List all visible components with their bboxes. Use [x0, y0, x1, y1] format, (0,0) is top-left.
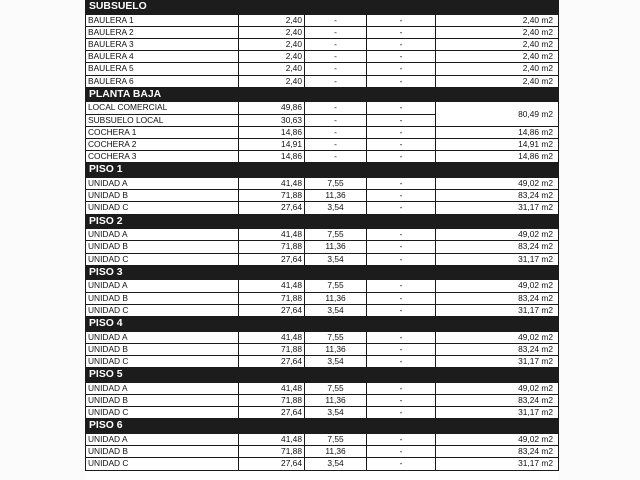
unit-name-cell: UNIDAD B [86, 343, 239, 355]
table-row [86, 407, 559, 419]
semicovered-area-cell: - [305, 39, 367, 51]
section-header-cell [239, 0, 305, 14]
covered-area-cell: 71,88 [239, 343, 305, 355]
semicovered-area-cell: 7,55 [305, 382, 367, 394]
unit-name-cell: UNIDAD C [86, 253, 239, 265]
semicovered-area-cell: 7,55 [305, 178, 367, 190]
total-area-cell: 49,02 m2 [436, 382, 559, 394]
uncovered-area-cell: - [367, 63, 436, 75]
unit-name-cell: COCHERA 3 [86, 151, 239, 163]
uncovered-area-cell: - [367, 202, 436, 214]
semicovered-area-cell: 11,36 [305, 395, 367, 407]
unit-name-cell: UNIDAD B [86, 241, 239, 253]
unit-name-cell: UNIDAD A [86, 331, 239, 343]
unit-name-cell: BAULERA 1 [86, 14, 239, 26]
section-header [86, 87, 559, 102]
table-row [86, 51, 559, 63]
table-row [86, 202, 559, 214]
uncovered-area-cell: - [367, 178, 436, 190]
total-area-cell: 83,24 m2 [436, 343, 559, 355]
covered-area-cell: 2,40 [239, 14, 305, 26]
table-row [86, 434, 559, 446]
unit-name-cell: UNIDAD C [86, 356, 239, 368]
covered-area-cell: 41,48 [239, 280, 305, 292]
covered-area-cell: 27,64 [239, 304, 305, 316]
covered-area-cell: 41,48 [239, 178, 305, 190]
total-area-cell: 31,17 m2 [436, 356, 559, 368]
section-header-cell [239, 87, 305, 102]
table-row [86, 190, 559, 202]
table-row [86, 63, 559, 75]
total-area-cell: 14,86 m2 [436, 151, 559, 163]
table-row [86, 356, 559, 368]
semicovered-area-cell: 11,36 [305, 446, 367, 458]
unit-name-cell: UNIDAD C [86, 304, 239, 316]
covered-area-cell: 41,48 [239, 382, 305, 394]
uncovered-area-cell: - [367, 331, 436, 343]
uncovered-area-cell: - [367, 229, 436, 241]
section-header-cell [305, 265, 367, 280]
total-area-cell: 49,02 m2 [436, 178, 559, 190]
unit-name-cell: BAULERA 6 [86, 75, 239, 87]
semicovered-area-cell: 11,36 [305, 241, 367, 253]
section-header-cell [305, 214, 367, 229]
uncovered-area-cell: - [367, 139, 436, 151]
section-header-cell [305, 87, 367, 102]
semicovered-area-cell: 7,55 [305, 331, 367, 343]
uncovered-area-cell: - [367, 75, 436, 87]
total-area-cell: 49,02 m2 [436, 331, 559, 343]
table-row [86, 331, 559, 343]
covered-area-cell: 27,64 [239, 253, 305, 265]
unit-name-cell: BAULERA 4 [86, 51, 239, 63]
section-header-cell [239, 214, 305, 229]
table-row [86, 304, 559, 316]
semicovered-area-cell: 3,54 [305, 253, 367, 265]
semicovered-area-cell: 7,55 [305, 229, 367, 241]
covered-area-cell: 27,64 [239, 356, 305, 368]
section-title: PISO 1 [86, 163, 239, 178]
uncovered-area-cell: - [367, 51, 436, 63]
covered-area-cell: 71,88 [239, 241, 305, 253]
surface-table [85, 0, 559, 471]
semicovered-area-cell: 11,36 [305, 292, 367, 304]
section-header [86, 419, 559, 434]
unit-name-cell: UNIDAD B [86, 395, 239, 407]
section-header-cell [367, 214, 436, 229]
section-title: PLANTA BAJA [86, 87, 239, 102]
section-header-cell [436, 368, 559, 383]
uncovered-area-cell: - [367, 458, 436, 470]
unit-name-cell: UNIDAD B [86, 292, 239, 304]
section-header-cell [436, 163, 559, 178]
section-title: PISO 5 [86, 368, 239, 383]
semicovered-area-cell: 3,54 [305, 202, 367, 214]
table-row [86, 458, 559, 470]
unit-name-cell: BAULERA 2 [86, 26, 239, 38]
semicovered-area-cell: 3,54 [305, 458, 367, 470]
unit-name-cell: UNIDAD A [86, 178, 239, 190]
semicovered-area-cell: - [305, 26, 367, 38]
section-header-cell [436, 87, 559, 102]
total-area-cell: 31,17 m2 [436, 202, 559, 214]
unit-name-cell: UNIDAD A [86, 434, 239, 446]
section-header-cell [436, 265, 559, 280]
covered-area-cell: 71,88 [239, 292, 305, 304]
uncovered-area-cell: - [367, 241, 436, 253]
total-area-cell: 31,17 m2 [436, 253, 559, 265]
table-row [86, 241, 559, 253]
unit-name-cell: COCHERA 2 [86, 139, 239, 151]
table-row [86, 343, 559, 355]
covered-area-cell: 71,88 [239, 446, 305, 458]
total-area-cell: 83,24 m2 [436, 241, 559, 253]
total-area-cell: 2,40 m2 [436, 26, 559, 38]
semicovered-area-cell: - [305, 63, 367, 75]
table-row [86, 14, 559, 26]
surface-table-sheet [85, 0, 558, 471]
uncovered-area-cell: - [367, 14, 436, 26]
uncovered-area-cell: - [367, 395, 436, 407]
uncovered-area-cell: - [367, 126, 436, 138]
section-title: PISO 3 [86, 265, 239, 280]
unit-name-cell: LOCAL COMERCIAL [86, 102, 239, 114]
unit-name-cell: SUBSUELO LOCAL [86, 114, 239, 126]
uncovered-area-cell: - [367, 190, 436, 202]
total-area-cell: 80,49 m2 [436, 102, 559, 126]
covered-area-cell: 49,86 [239, 102, 305, 114]
unit-name-cell: UNIDAD B [86, 190, 239, 202]
section-title: PISO 6 [86, 419, 239, 434]
total-area-cell: 31,17 m2 [436, 458, 559, 470]
section-header-cell [305, 419, 367, 434]
table-row [86, 178, 559, 190]
covered-area-cell: 27,64 [239, 407, 305, 419]
table-row [86, 139, 559, 151]
table-row [86, 126, 559, 138]
table-row [86, 446, 559, 458]
table-row [86, 229, 559, 241]
section-header [86, 0, 559, 14]
total-area-cell: 2,40 m2 [436, 63, 559, 75]
covered-area-cell: 14,86 [239, 126, 305, 138]
section-header [86, 368, 559, 383]
section-header-cell [239, 368, 305, 383]
covered-area-cell: 71,88 [239, 190, 305, 202]
left-margin [0, 0, 85, 480]
section-header-cell [436, 214, 559, 229]
section-title: PISO 4 [86, 317, 239, 332]
uncovered-area-cell: - [367, 407, 436, 419]
total-area-cell: 31,17 m2 [436, 304, 559, 316]
uncovered-area-cell: - [367, 114, 436, 126]
section-title: SUBSUELO [86, 0, 239, 14]
total-area-cell: 2,40 m2 [436, 75, 559, 87]
unit-name-cell: UNIDAD A [86, 229, 239, 241]
total-area-cell: 14,91 m2 [436, 139, 559, 151]
section-header-cell [239, 163, 305, 178]
section-header [86, 163, 559, 178]
semicovered-area-cell: - [305, 102, 367, 114]
unit-name-cell: UNIDAD A [86, 280, 239, 292]
table-row [86, 395, 559, 407]
table-row [86, 280, 559, 292]
total-area-cell: 14,86 m2 [436, 126, 559, 138]
section-header-cell [367, 419, 436, 434]
unit-name-cell: UNIDAD B [86, 446, 239, 458]
total-area-cell: 83,24 m2 [436, 190, 559, 202]
table-row [86, 253, 559, 265]
section-header-cell [367, 87, 436, 102]
covered-area-cell: 2,40 [239, 26, 305, 38]
semicovered-area-cell: - [305, 126, 367, 138]
uncovered-area-cell: - [367, 26, 436, 38]
section-header [86, 317, 559, 332]
unit-name-cell: COCHERA 1 [86, 126, 239, 138]
semicovered-area-cell: 11,36 [305, 190, 367, 202]
section-header-cell [239, 419, 305, 434]
covered-area-cell: 2,40 [239, 63, 305, 75]
table-row [86, 39, 559, 51]
semicovered-area-cell: - [305, 151, 367, 163]
surface-table-body [86, 0, 559, 470]
table-row [86, 102, 559, 114]
covered-area-cell: 14,91 [239, 139, 305, 151]
covered-area-cell: 14,86 [239, 151, 305, 163]
semicovered-area-cell: 7,55 [305, 434, 367, 446]
semicovered-area-cell: - [305, 75, 367, 87]
uncovered-area-cell: - [367, 102, 436, 114]
semicovered-area-cell: - [305, 51, 367, 63]
uncovered-area-cell: - [367, 343, 436, 355]
total-area-cell: 49,02 m2 [436, 280, 559, 292]
unit-name-cell: BAULERA 5 [86, 63, 239, 75]
total-area-cell: 31,17 m2 [436, 407, 559, 419]
section-header-cell [367, 265, 436, 280]
section-header-cell [367, 0, 436, 14]
section-header-cell [367, 317, 436, 332]
section-header-cell [367, 163, 436, 178]
semicovered-area-cell: - [305, 14, 367, 26]
total-area-cell: 2,40 m2 [436, 39, 559, 51]
covered-area-cell: 2,40 [239, 39, 305, 51]
section-header-cell [305, 163, 367, 178]
semicovered-area-cell: 3,54 [305, 304, 367, 316]
section-header-cell [436, 0, 559, 14]
total-area-cell: 49,02 m2 [436, 434, 559, 446]
covered-area-cell: 41,48 [239, 331, 305, 343]
section-header-cell [436, 317, 559, 332]
covered-area-cell: 30,63 [239, 114, 305, 126]
uncovered-area-cell: - [367, 304, 436, 316]
uncovered-area-cell: - [367, 434, 436, 446]
section-header-cell [239, 317, 305, 332]
covered-area-cell: 2,40 [239, 75, 305, 87]
total-area-cell: 83,24 m2 [436, 395, 559, 407]
uncovered-area-cell: - [367, 446, 436, 458]
unit-name-cell: UNIDAD C [86, 458, 239, 470]
semicovered-area-cell: - [305, 114, 367, 126]
covered-area-cell: 27,64 [239, 458, 305, 470]
table-row [86, 292, 559, 304]
section-header-cell [305, 368, 367, 383]
total-area-cell: 2,40 m2 [436, 51, 559, 63]
uncovered-area-cell: - [367, 253, 436, 265]
section-header-cell [305, 0, 367, 14]
right-margin [558, 0, 640, 480]
covered-area-cell: 71,88 [239, 395, 305, 407]
uncovered-area-cell: - [367, 382, 436, 394]
covered-area-cell: 27,64 [239, 202, 305, 214]
unit-name-cell: UNIDAD C [86, 202, 239, 214]
semicovered-area-cell: 7,55 [305, 280, 367, 292]
semicovered-area-cell: 3,54 [305, 356, 367, 368]
semicovered-area-cell: 3,54 [305, 407, 367, 419]
total-area-cell: 83,24 m2 [436, 446, 559, 458]
section-title: PISO 2 [86, 214, 239, 229]
unit-name-cell: BAULERA 3 [86, 39, 239, 51]
semicovered-area-cell: - [305, 139, 367, 151]
unit-name-cell: UNIDAD C [86, 407, 239, 419]
semicovered-area-cell: 11,36 [305, 343, 367, 355]
uncovered-area-cell: - [367, 280, 436, 292]
total-area-cell: 49,02 m2 [436, 229, 559, 241]
section-header [86, 265, 559, 280]
section-header-cell [367, 368, 436, 383]
covered-area-cell: 41,48 [239, 434, 305, 446]
section-header-cell [305, 317, 367, 332]
covered-area-cell: 41,48 [239, 229, 305, 241]
table-row [86, 26, 559, 38]
uncovered-area-cell: - [367, 151, 436, 163]
section-header-cell [436, 419, 559, 434]
uncovered-area-cell: - [367, 356, 436, 368]
total-area-cell: 2,40 m2 [436, 14, 559, 26]
uncovered-area-cell: - [367, 39, 436, 51]
total-area-cell: 83,24 m2 [436, 292, 559, 304]
table-row [86, 151, 559, 163]
uncovered-area-cell: - [367, 292, 436, 304]
table-row [86, 382, 559, 394]
unit-name-cell: UNIDAD A [86, 382, 239, 394]
covered-area-cell: 2,40 [239, 51, 305, 63]
section-header [86, 214, 559, 229]
section-header-cell [239, 265, 305, 280]
table-row [86, 75, 559, 87]
